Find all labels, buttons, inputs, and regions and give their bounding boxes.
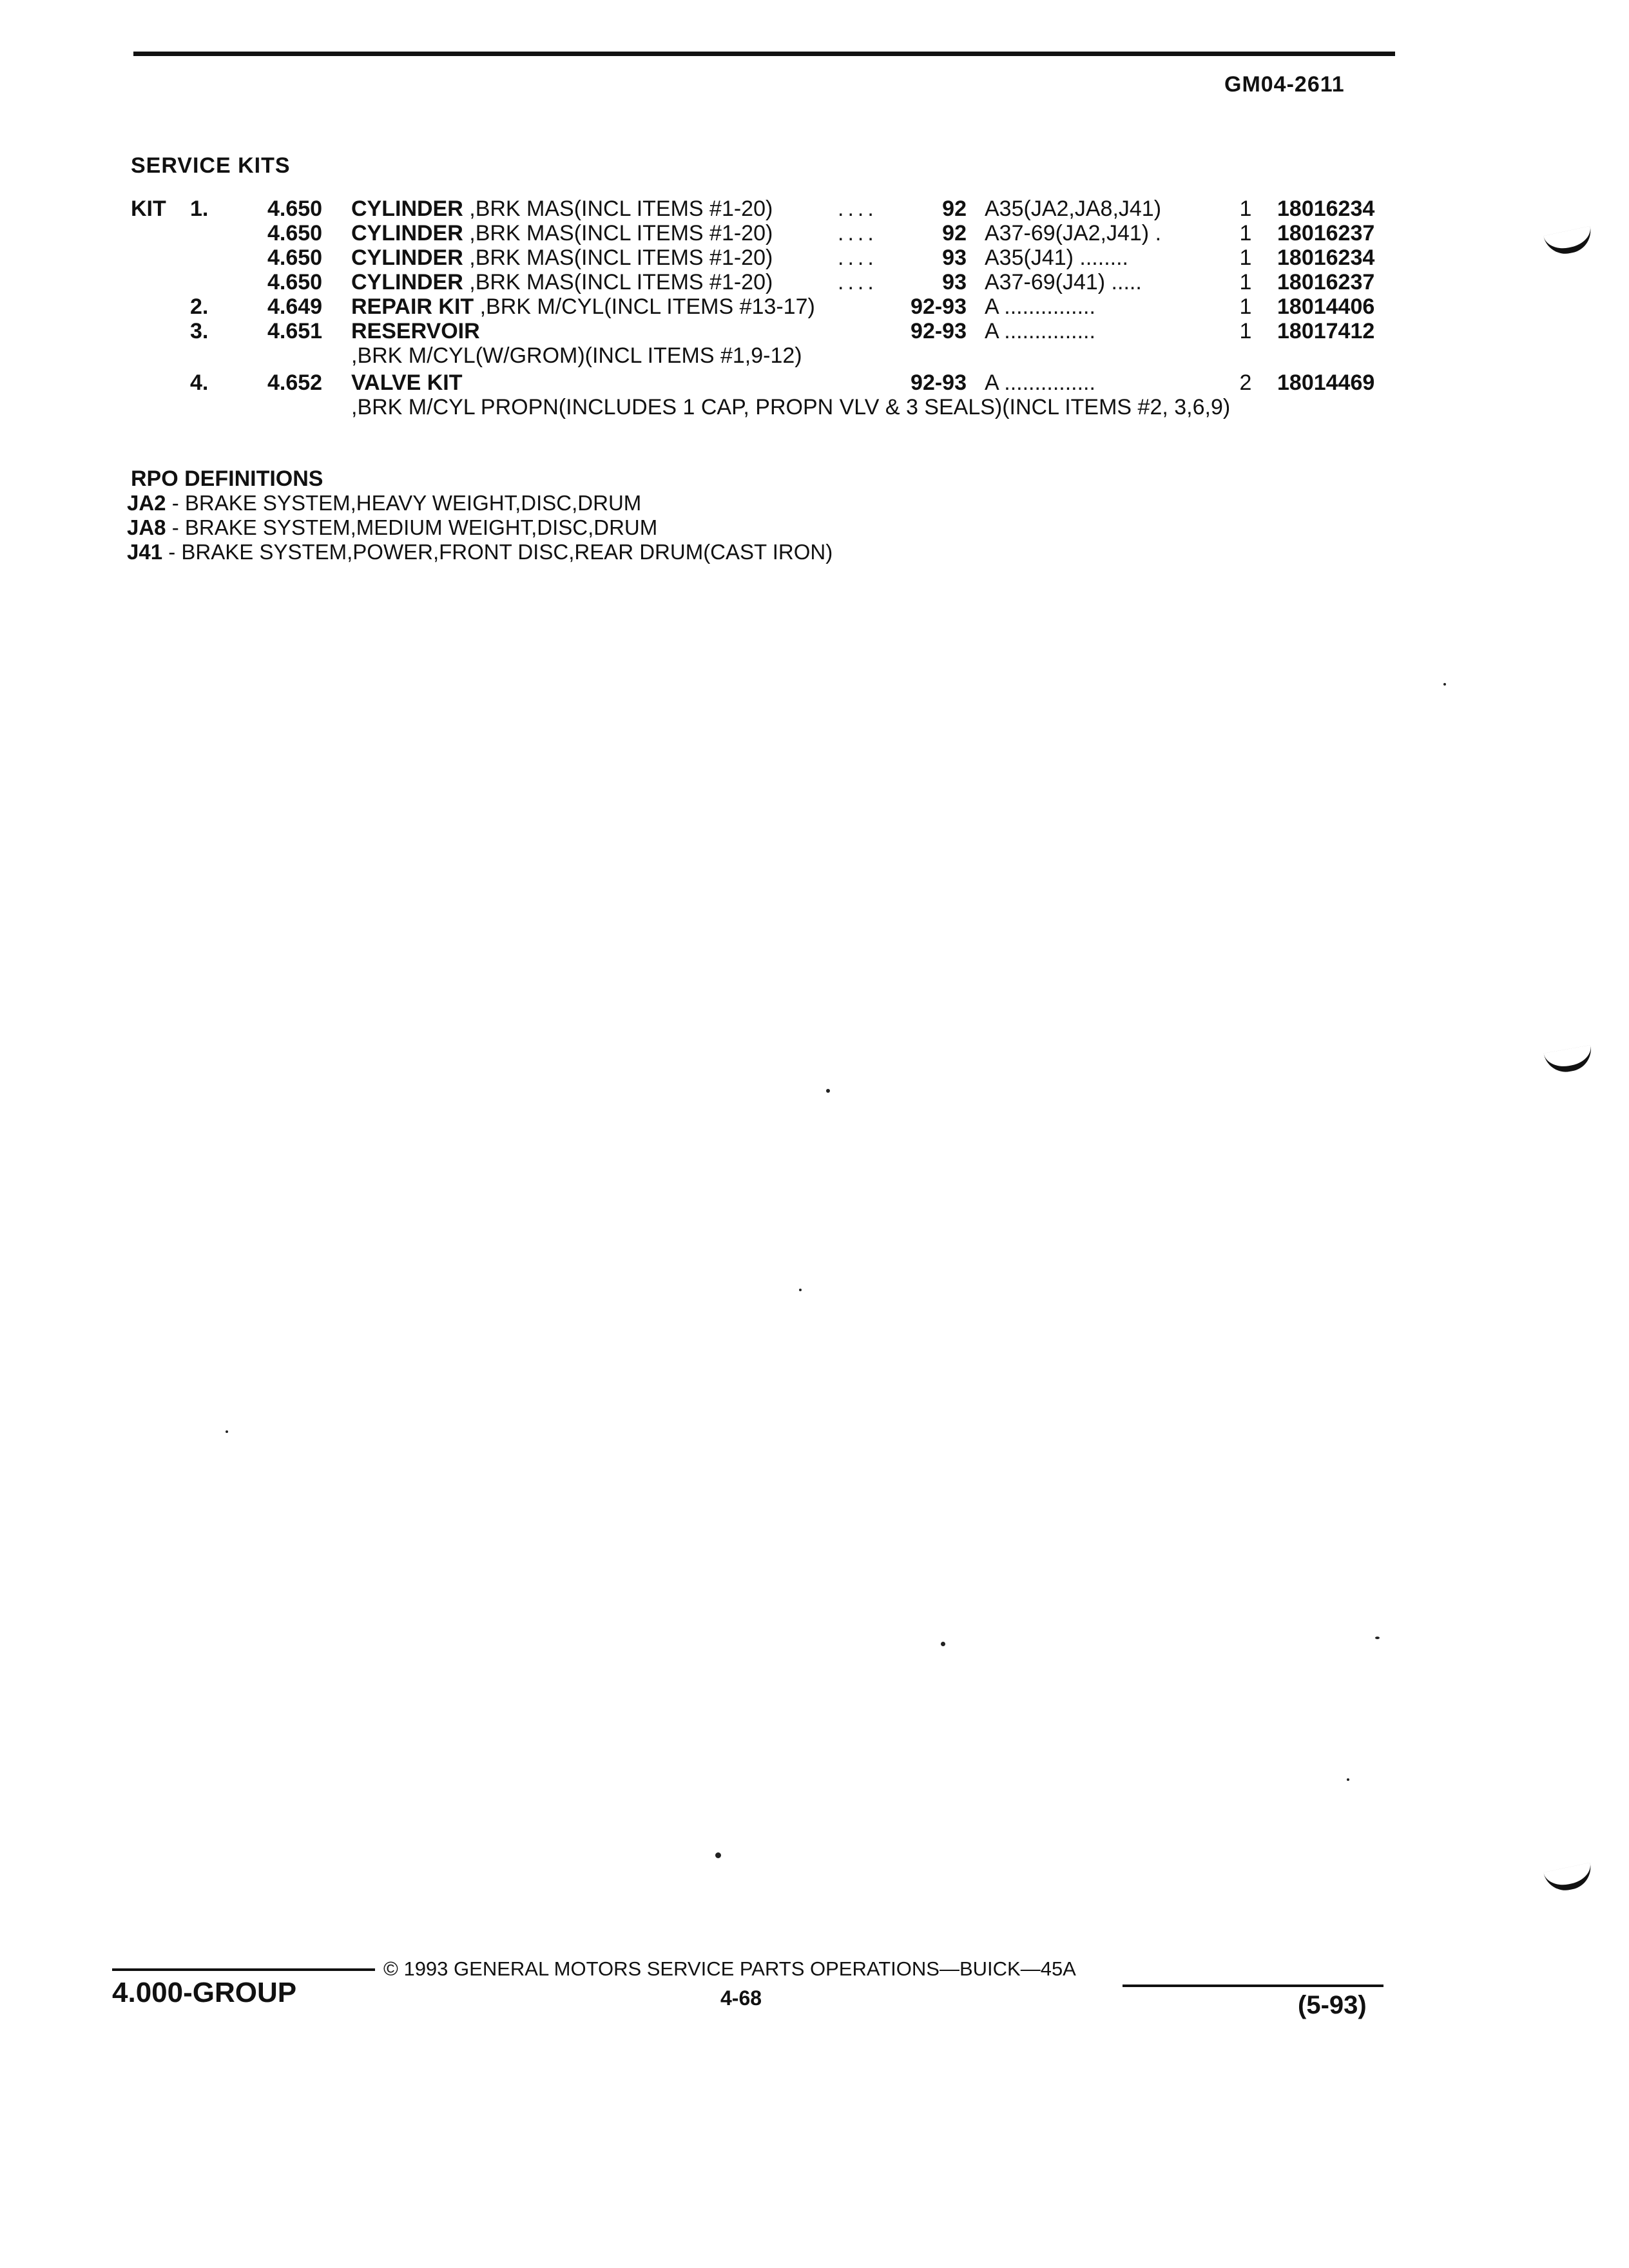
speck	[1443, 683, 1446, 686]
model-code: A37-69(JA2,J41) .	[985, 221, 1162, 245]
leader-dots: ....	[838, 245, 878, 270]
quantity: 2	[1239, 370, 1252, 395]
model-year: 92-93	[911, 370, 967, 395]
footer-rule	[1123, 1984, 1383, 1987]
model-code: A ...............	[985, 319, 1095, 343]
part-number: 18014406	[1277, 294, 1375, 319]
binder-hole-mark	[1544, 1045, 1595, 1075]
group-code: 4.652	[267, 370, 323, 395]
speck	[1375, 1637, 1380, 1639]
part-description: CYLINDER ,BRK MAS(INCL ITEMS #1-20)	[351, 197, 773, 221]
part-description: CYLINDER ,BRK MAS(INCL ITEMS #1-20)	[351, 221, 773, 245]
part-description: CYLINDER ,BRK MAS(INCL ITEMS #1-20)	[351, 270, 773, 294]
quantity: 1	[1239, 221, 1252, 245]
rpo-definitions-title: RPO DEFINITIONS	[131, 466, 323, 491]
item-number: 2.	[190, 294, 209, 319]
model-code: A37-69(J41) .....	[985, 270, 1142, 294]
speck	[941, 1642, 945, 1646]
footer-group: 4.000-GROUP	[112, 1977, 297, 2008]
quantity: 1	[1239, 319, 1252, 343]
speck	[826, 1089, 830, 1093]
quantity: 1	[1239, 294, 1252, 319]
part-number: 18016237	[1277, 270, 1375, 294]
group-code: 4.650	[267, 197, 323, 221]
quantity: 1	[1239, 245, 1252, 270]
model-year: 93	[942, 245, 967, 270]
speck	[715, 1852, 721, 1858]
speck	[226, 1430, 228, 1433]
model-year: 93	[942, 270, 967, 294]
rpo-definition: JA2 - BRAKE SYSTEM,HEAVY WEIGHT,DISC,DRUM	[127, 491, 642, 515]
item-number: 4.	[190, 370, 209, 395]
rpo-definition: JA8 - BRAKE SYSTEM,MEDIUM WEIGHT,DISC,DRUM	[127, 515, 658, 539]
item-number: 3.	[190, 319, 209, 343]
model-code: A ...............	[985, 370, 1095, 395]
leader-dots: ....	[838, 270, 878, 294]
document-id: GM04-2611	[1224, 72, 1345, 97]
group-code: 4.650	[267, 270, 323, 294]
revision-date: (5-93)	[1298, 1991, 1367, 2019]
group-code: 4.650	[267, 221, 323, 245]
part-description: CYLINDER ,BRK MAS(INCL ITEMS #1-20)	[351, 245, 773, 270]
model-year: 92	[942, 197, 967, 221]
leader-dots: ....	[838, 197, 878, 221]
model-code: A ...............	[985, 294, 1095, 319]
part-description: VALVE KIT ,BRK M/CYL PROPN(INCLUDES 1 CAP, PROPN VLV & 3 SEALS)(INCL ITEMS #2, 3,6,9)	[351, 370, 1231, 419]
speck	[799, 1289, 802, 1291]
rpo-definition: J41 - BRAKE SYSTEM,POWER,FRONT DISC,REAR DRUM(CAST IRON)	[127, 540, 833, 564]
quantity: 1	[1239, 197, 1252, 221]
kit-label: KIT	[131, 197, 166, 221]
leader-dots: ....	[838, 221, 878, 245]
quantity: 1	[1239, 270, 1252, 294]
page-number: 4-68	[720, 1986, 762, 2010]
binder-hole-mark	[1543, 1863, 1595, 1895]
part-number: 18016234	[1277, 197, 1375, 221]
footer-rule	[112, 1968, 375, 1971]
top-rule	[133, 52, 1395, 56]
section-title: SERVICE KITS	[131, 153, 291, 178]
model-year: 92-93	[911, 294, 967, 319]
part-description: REPAIR KIT ,BRK M/CYL(INCL ITEMS #13-17)	[351, 294, 815, 319]
model-year: 92-93	[911, 319, 967, 343]
group-code: 4.651	[267, 319, 323, 343]
model-year: 92	[942, 221, 967, 245]
part-description: RESERVOIR ,BRK M/CYL(W/GROM)(INCL ITEMS #1,9-12)	[351, 319, 802, 368]
model-code: A35(JA2,JA8,J41)	[985, 197, 1162, 221]
binder-hole-mark	[1543, 226, 1595, 258]
part-number: 18016234	[1277, 245, 1375, 270]
group-code: 4.650	[267, 245, 323, 270]
part-number: 18014469	[1277, 370, 1375, 395]
model-code: A35(J41) ........	[985, 245, 1128, 270]
part-number: 18017412	[1277, 319, 1375, 343]
part-number: 18016237	[1277, 221, 1375, 245]
item-number: 1.	[190, 197, 209, 221]
speck	[1347, 1778, 1349, 1781]
group-code: 4.649	[267, 294, 323, 319]
footer-copyright: © 1993 GENERAL MOTORS SERVICE PARTS OPERATIONS—BUICK—45A	[383, 1957, 1076, 1980]
